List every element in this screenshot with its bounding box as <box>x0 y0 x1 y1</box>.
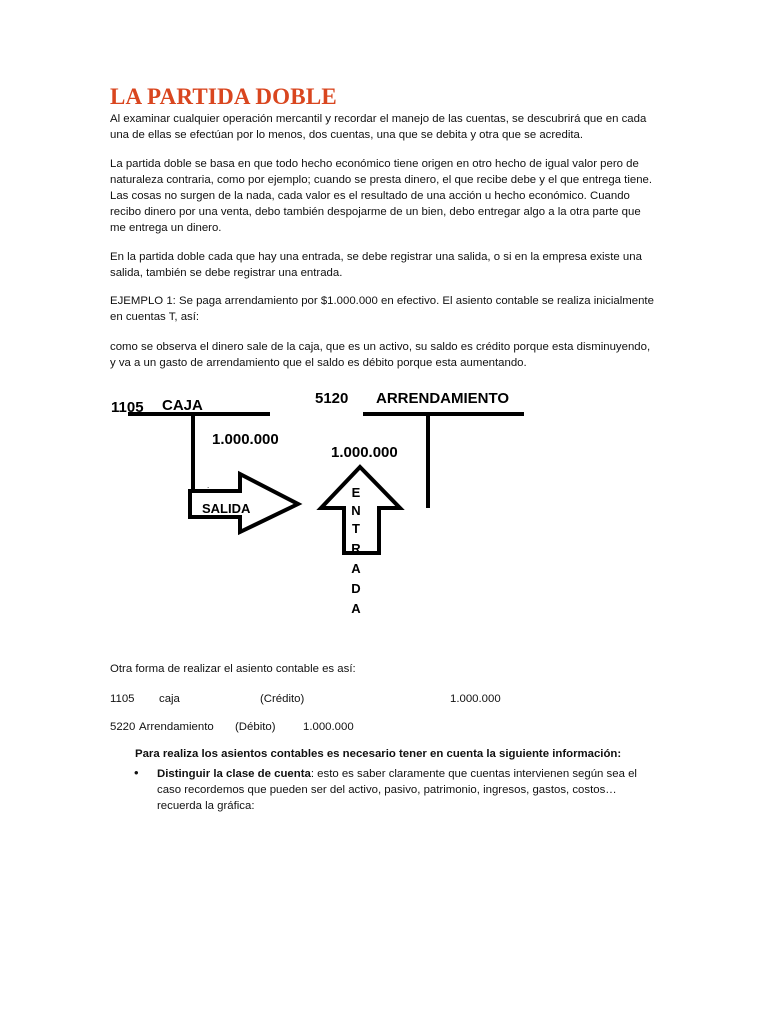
entrada-letter: A <box>351 601 361 616</box>
entrada-letter: D <box>351 581 361 596</box>
paragraph-definition: La partida doble se basa en que todo hecho económico tiene origen en otro hecho de igual valor pero de naturaleza contraria, como por ejemplo; cuando se presta dinero, el que recibe debe y el que entrega tiene. Las cosas no surgen de la nada, cada valor es el resultado de una acción u hecho económico. Cuando recibo dinero por una venta, debo también despojarme de un bien, debo entregar algo a la otra parte que me entrega un dinero. <box>110 158 653 234</box>
entrada-letter: R <box>351 541 361 556</box>
entrada-letter: E <box>351 485 361 500</box>
entry-type: (Débito) <box>235 721 276 733</box>
entrada-letter: T <box>352 521 360 536</box>
arrendamiento-name-label: ARRENDAMIENTO <box>376 390 510 407</box>
bullet-body-text: : esto es saber claramente que cuentas intervienen según sea el caso recordemos que pueden ser del activo, pasivo, patrimonio, ingresos, gastos, costos… recuerda la gráfica: <box>157 768 637 812</box>
entry-account-name: caja <box>159 693 180 705</box>
arrendamiento-amount-label: 1.000.000 <box>331 444 398 461</box>
entrada-letters <box>351 485 361 616</box>
entrada-letter: N <box>351 503 361 518</box>
entry-type: (Crédito) <box>260 693 305 705</box>
caja-name-label: CAJA <box>162 397 203 414</box>
entry-account-name: Arrendamiento <box>139 721 214 733</box>
caja-code-label: 1105 <box>111 399 144 416</box>
salida-label: SALIDA <box>202 501 251 516</box>
t-account-diagram <box>100 380 560 630</box>
bullet-icon: • <box>134 765 139 780</box>
paragraph-entry-exit: En la partida doble cada que hay una entrada, se debe registrar una salida, o si en la empresa existe una salida, también se debe registrar una entrada. <box>110 251 642 279</box>
paragraph-example: EJEMPLO 1: Se paga arrendamiento por $1.000.000 en efectivo. El asiento contable se realiza inicialmente en cuentas T, así: <box>110 295 654 323</box>
page-title: LA PARTIDA DOBLE <box>110 84 337 109</box>
bullet-item <box>157 766 657 814</box>
arrendamiento-code-label: 5120 <box>315 390 349 407</box>
caja-amount-label: 1.000.000 <box>212 431 279 448</box>
entry-code: 1105 <box>110 693 135 705</box>
dot-mark: . <box>207 481 210 490</box>
paragraph-intro: Al examinar cualquier operación mercantil y recordar el manejo de las cuentas, se descubrirá que en cada una de ellas se efectúan por lo menos, dos cuentas, una que se debita y otra que se acredita. <box>110 113 647 141</box>
entrada-letter: A <box>351 561 361 576</box>
bullet-bold-label: Distinguir la clase de cuenta <box>157 768 311 780</box>
info-heading: Para realiza los asientos contables es necesario tener en cuenta la siguiente información: <box>135 748 622 760</box>
paragraph-observation: como se observa el dinero sale de la caja, que es un activo, su saldo es crédito porque esta disminuyendo, y va a un gasto de arrendamiento que el saldo es débito porque esta aumentando. <box>110 341 651 369</box>
entry-code: 5220 <box>110 721 136 733</box>
entry-amount: 1.000.000 <box>450 693 501 705</box>
other-form-intro: Otra forma de realizar el asiento contable es así: <box>110 663 356 675</box>
entry-amount: 1.000.000 <box>303 721 354 733</box>
